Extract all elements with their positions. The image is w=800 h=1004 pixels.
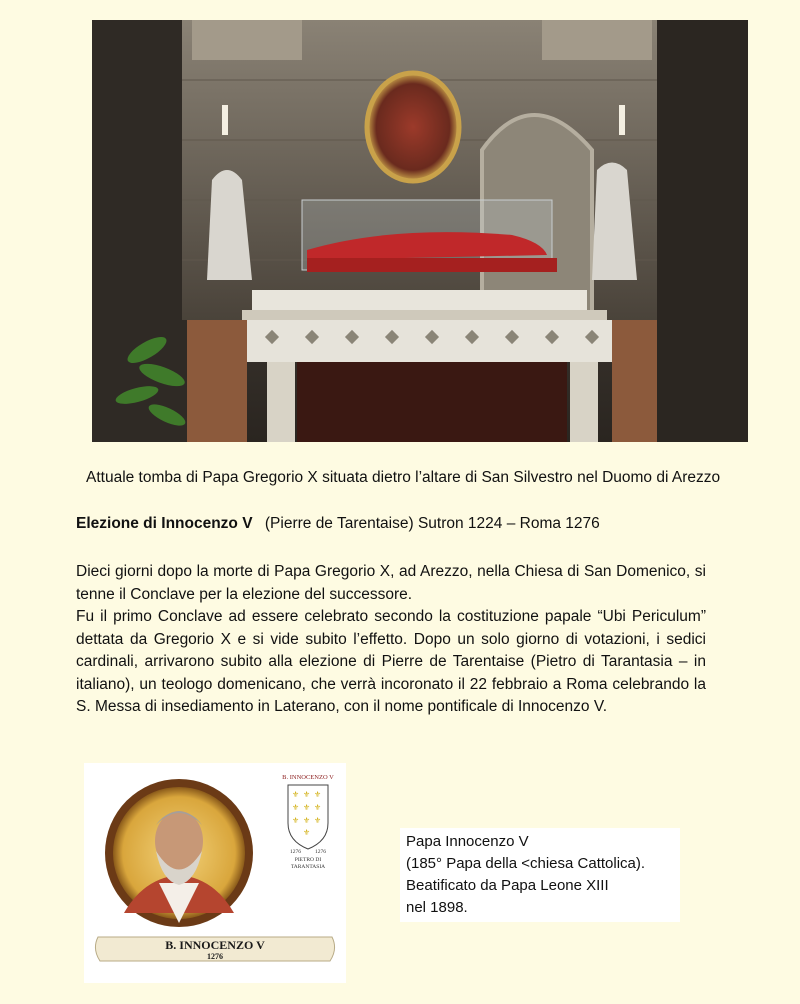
paragraph: Dieci giorni dopo la morte di Papa Gregorio X, ad Arezzo, nella Chiesa di San Domenico, si tenne il Conclave per la elezione del successore. xyxy=(76,563,706,603)
svg-text:⚜: ⚜ xyxy=(314,816,322,825)
pope-portrait xyxy=(84,763,346,983)
info-line: Beatificato da Papa Leone XIII xyxy=(406,877,609,894)
tomb-illustration xyxy=(92,20,748,442)
svg-text:⚜: ⚜ xyxy=(303,790,311,799)
coat-year-left: 1276 xyxy=(290,849,301,855)
svg-text:⚜: ⚜ xyxy=(292,816,300,825)
pope-portrait-card xyxy=(84,763,346,983)
pope-info-box xyxy=(400,828,680,922)
svg-text:⚜: ⚜ xyxy=(303,803,311,812)
coat-year-right: 1276 xyxy=(315,849,326,855)
info-line: Papa Innocenzo V xyxy=(406,833,529,850)
svg-text:⚜: ⚜ xyxy=(292,790,300,799)
svg-text:⚜: ⚜ xyxy=(303,828,311,837)
section-heading xyxy=(76,515,600,533)
svg-text:⚜: ⚜ xyxy=(314,803,322,812)
heading-subtitle: (Pierre de Tarentaise) Sutron 1224 – Roma 1276 xyxy=(264,515,600,532)
tomb-photo xyxy=(92,20,748,442)
svg-text:⚜: ⚜ xyxy=(292,803,300,812)
info-line: (185° Papa della <chiesa Cattolica). xyxy=(406,855,646,872)
heading-title: Elezione di Innocenzo V xyxy=(76,515,253,532)
coat-name-1: PIETRO DI xyxy=(294,857,322,863)
paragraph: Fu il primo Conclave ad essere celebrato secondo la costituzione papale “Ubi Periculum” dettata da Gregorio X e si vide subito l’effetto. Dopo un solo giorno di votazioni, i sedici cardinali, arrivarono subito alla elezione di Pierre de Tarentaise (Pietro di Tarantasia – in italiano), un teologo domenicano, che verrà incoronato il 22 febbraio a Roma celebrando la S. Messa di insediamento in Laterano, con il nome pontificale di Innocenzo V. xyxy=(76,608,706,715)
svg-text:⚜: ⚜ xyxy=(314,790,322,799)
scroll-year: 1276 xyxy=(207,952,223,961)
photo-caption: Attuale tomba di Papa Gregorio X situata dietro l’altare di San Silvestro nel Duomo di Arezzo xyxy=(86,469,721,486)
scroll-name: B. INNOCENZO V xyxy=(165,938,265,952)
body-text xyxy=(76,561,706,719)
coat-name-2: TARANTASIA xyxy=(290,864,326,870)
info-line: nel 1898. xyxy=(406,899,468,916)
svg-text:⚜: ⚜ xyxy=(303,816,311,825)
coat-title: B. INNOCENZO V xyxy=(282,774,334,781)
